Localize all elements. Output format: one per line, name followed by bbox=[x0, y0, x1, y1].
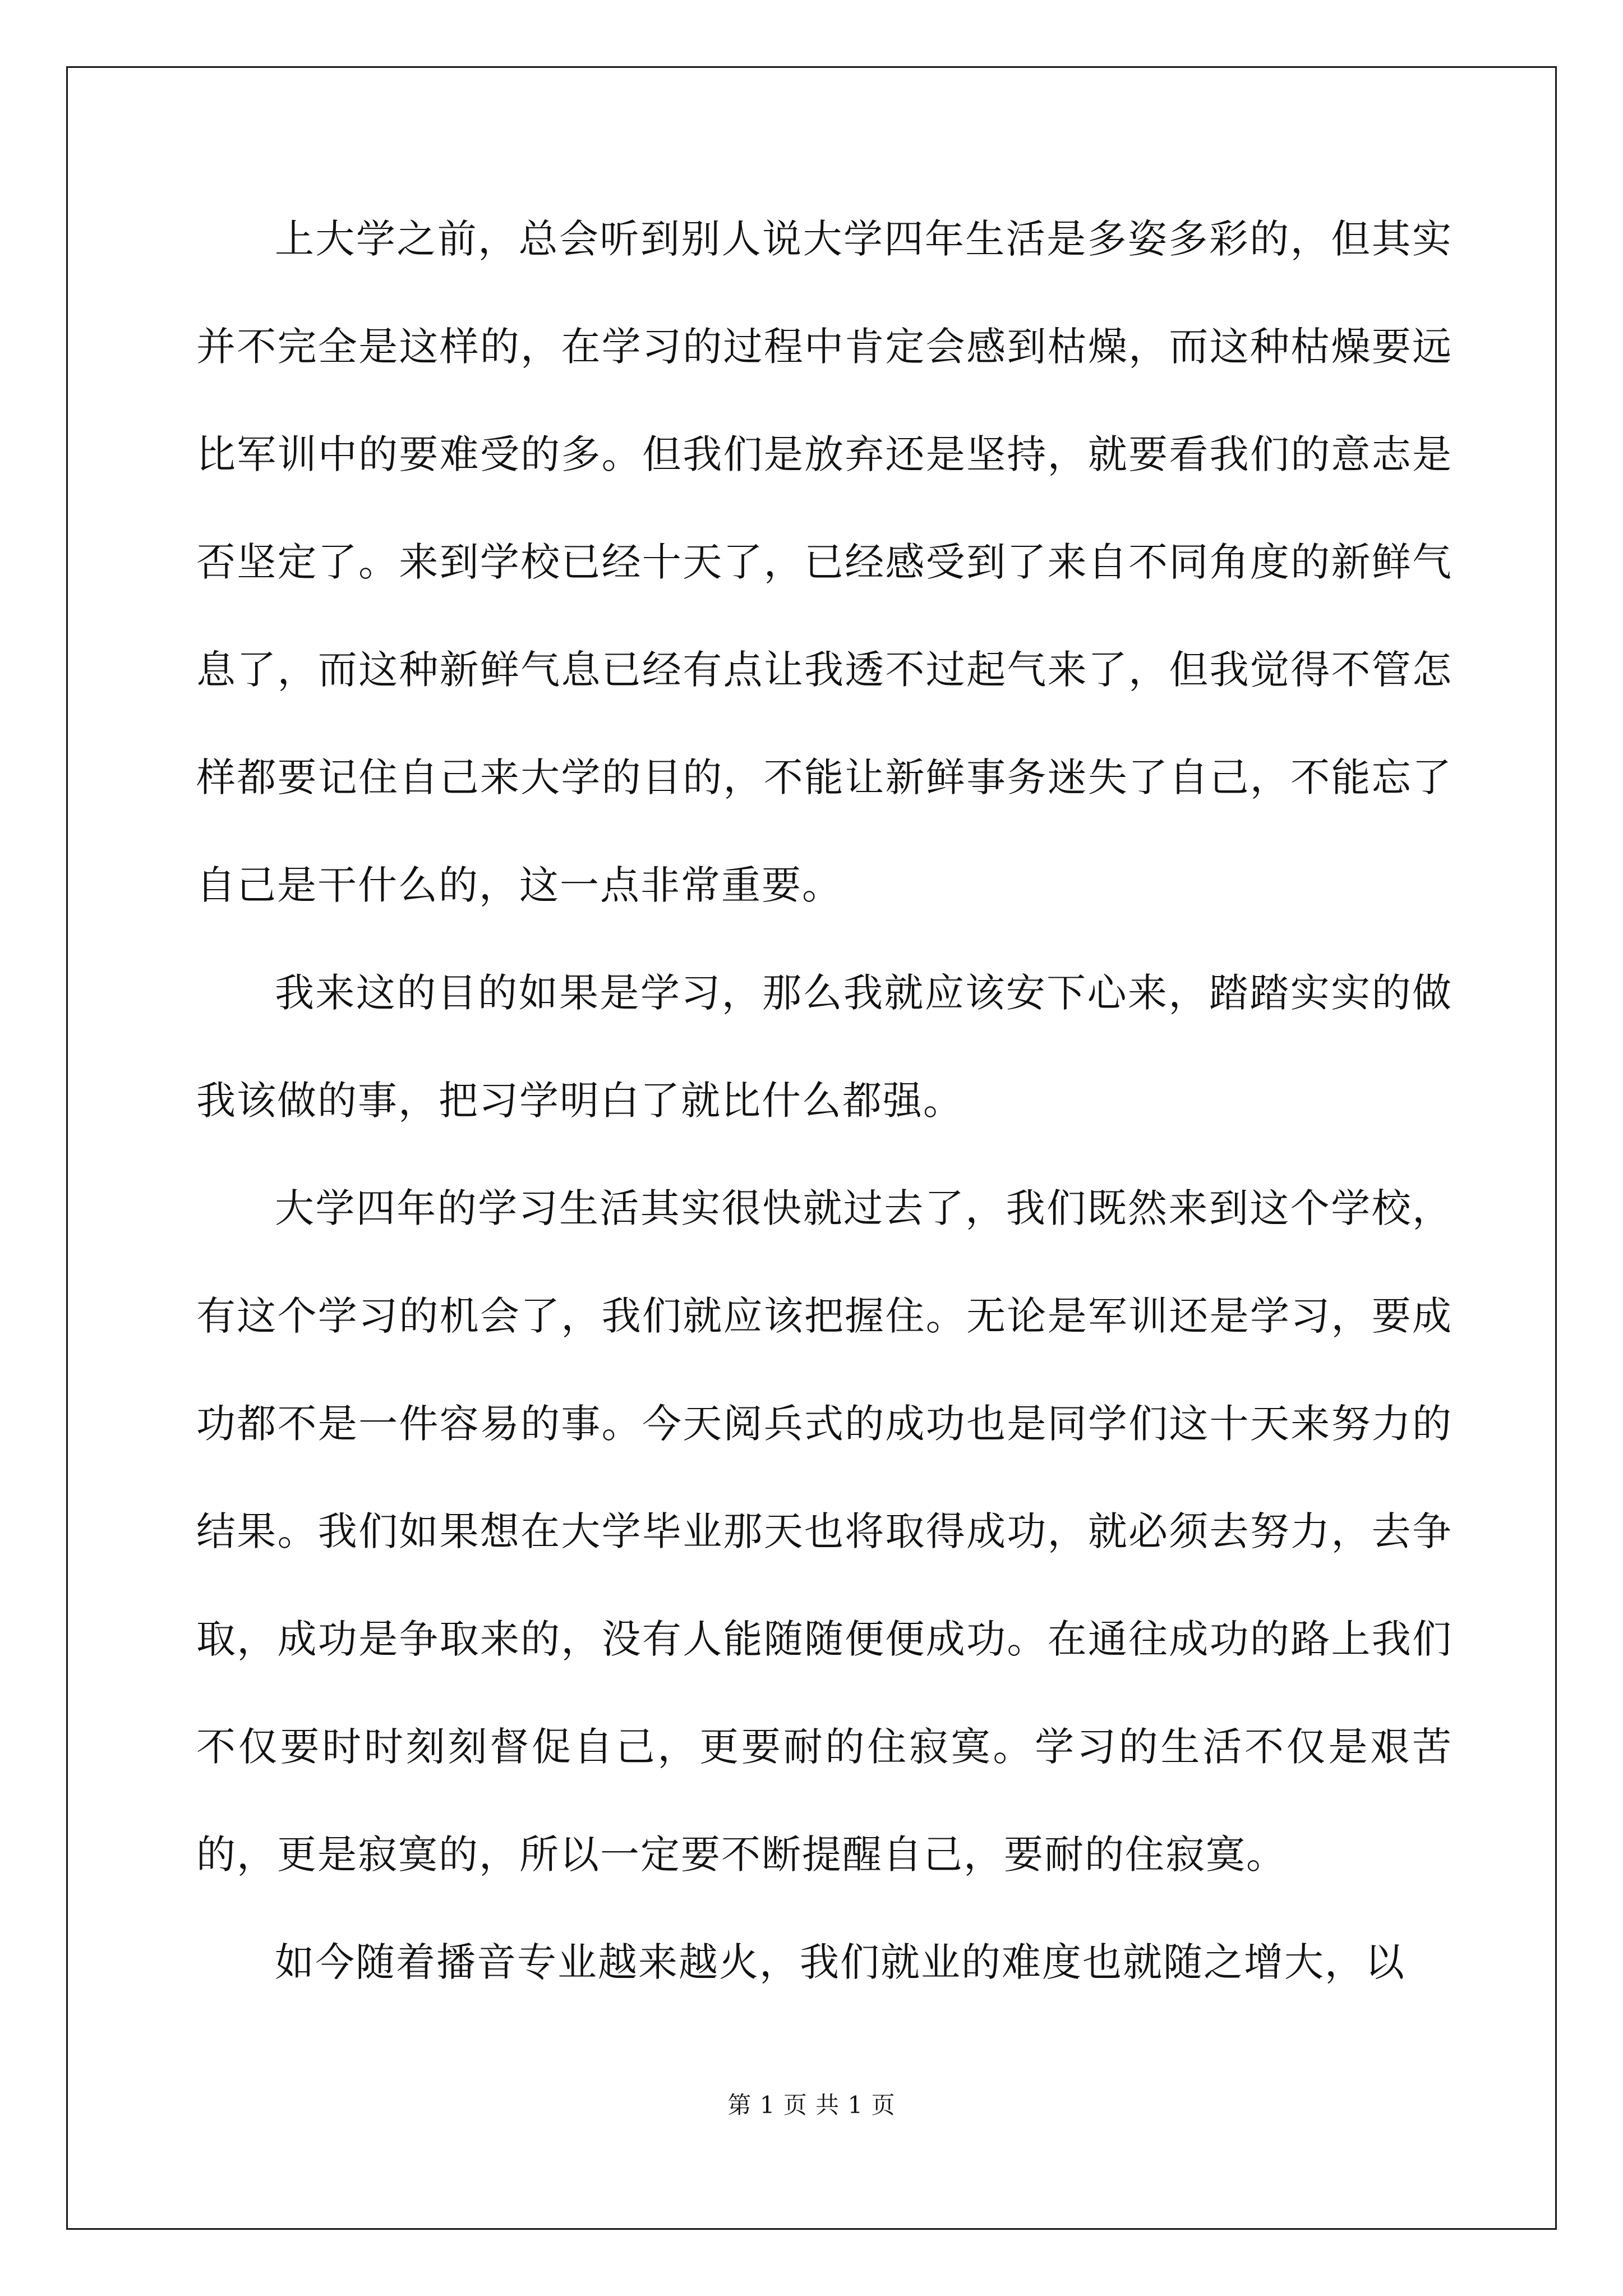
paragraph-2: 我来这的目的如果是学习，那么我就应该安下心来，踏踏实实的做我该做的事，把习学明白了就比什么都强。 bbox=[196, 970, 1453, 1124]
paragraph-1: 上大学之前，总会听到别人说大学四年生活是多姿多彩的，但其实并不完全是这样的，在学习的过程中肯定会感到枯燥，而这种枯燥要远比军训中的要难受的多。但我们是放弃还是坚持，就要看我们的意志是否坚定了。来到学校已经十天了，已经感受到了来自不同角度的新鲜气息了，而这种新鲜气息已经有点让我透不过起气来了，但我觉得不管怎样都要记住自己来大学的目的，不能让新鲜事务迷失了自己，不能忘了自己是干什么的，这一点非常重要。 bbox=[196, 216, 1453, 908]
paragraph-3: 大学四年的学习生活其实很快就过去了，我们既然来到这个学校，有这个学习的机会了，我们就应该把握住。无论是军训还是学习，要成功都不是一件容易的事。今天阅兵式的成功也是同学们这十天来努力的结果。我们如果想在大学毕业那天也将取得成功，就必须去努力，去争取，成功是争取来的，没有人能随随便便成功。在通往成功的路上我们不仅要时时刻刻督促自己，更要耐的住寂寞。学习的生活不仅是艰苦的，更是寂寞的，所以一定要不断提醒自己，要耐的住寂寞。 bbox=[196, 1185, 1453, 1878]
paragraph-4: 如今随着播音专业越来越火，我们就业的难度也就随之增大，以 bbox=[275, 1939, 1405, 1985]
document-body bbox=[196, 185, 1453, 2016]
page-number-footer: 第 1 页 共 1 页 bbox=[727, 2091, 896, 2119]
